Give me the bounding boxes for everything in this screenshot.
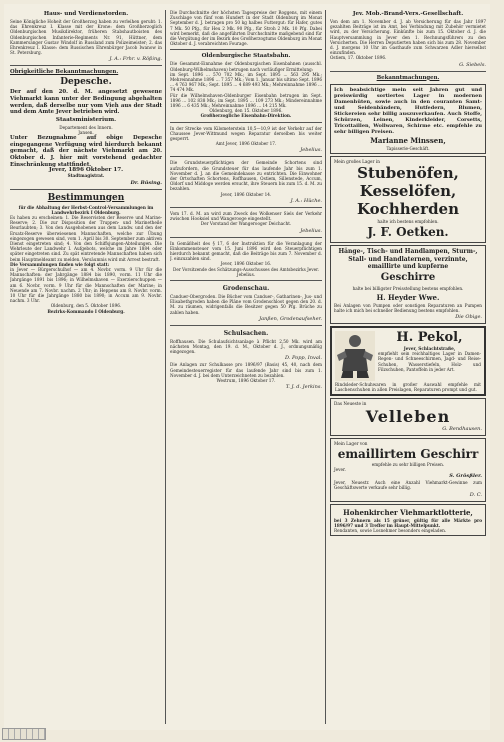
article-title: Grodenschau. [222, 284, 270, 292]
ad-name: H. Pekol, [396, 330, 463, 346]
ad-pekol [330, 326, 486, 396]
article-title: Haus- und Verdienstorden. [43, 11, 129, 17]
ad-body: Rendanten, sowie Losnehmer besonders eingeladen. [334, 528, 447, 534]
ad-role: Tapisserie-Geschäft. [386, 145, 430, 151]
article-road [170, 126, 322, 154]
article-title: Jev. Mob.-Brand-Vers.-Gesellschaft. [352, 11, 464, 17]
ad-sub: Jever, Schlachtstraße, [403, 346, 456, 352]
signature: D. Popp, Inval. [285, 355, 322, 362]
ad-body: halte bei billigster Preisstellung bestens empfohlen. [352, 286, 464, 292]
section-heading: Obrigkeitliche Bekanntmachungen. [10, 69, 119, 76]
place-date: Jever, 1896 Oktober 14. [220, 191, 272, 197]
article-subtitle: für die Abhaltung der Herbst-Control-Versammlungen im Landwehrbezirk I Oldenburg. [18, 204, 154, 215]
article-body: Die Anlagen zur Schulkasse pro 1896/97 (Basis) 45, 40, nach dem Gemeindesteuerregister für das laufende Jahr sind bis zum 1. November d. J. bei dem Unterzeichneten zu bezahlen. [170, 362, 322, 378]
ad-body: Bei Anlagen von Pumpen oder sonstigen Reparaturen an Pumpen halte ich mich bei schneller Bedienung bestens empfohlen. [334, 302, 482, 313]
article-body: Vom 17. d. M. an wird zum Zweck des Wolkenser Siels der Verkehr zwischen Hooksiel und Wangerooge eingestellt. [170, 210, 322, 222]
section-heading: Bekanntmachungen. [376, 74, 440, 81]
newspaper-page [4, 4, 490, 730]
issuer: Der Vorstand der Wangerooger Deichacht. [200, 221, 292, 227]
article-title: Schulsachen. [223, 329, 269, 337]
ad-body: Jever, Neuestr. Auch eine Anzahl Viehmarkt-Gewinne zum Geschäftswerte verkaufe sehr billig. [334, 480, 482, 491]
place-date: Jever. [334, 467, 346, 473]
office: Stadtmagistrat. [67, 173, 105, 179]
column-2 [170, 10, 322, 726]
signature: J. A.: Frhr. v. Rößing. [109, 56, 162, 63]
ad-groessler [330, 438, 486, 502]
revenue-rows: im Sept. 1896 ... 570 702 Mk.; im Sept. 1895 ... 563 295 Mk.; Mehreinnahme 1896 ... 7 357 Mk.; Vom 1. Januar bis ultimo Sept. 1896 ... 4 763 967 Mk.; Sept. 1895 ... 4 689 493 Mk.; Mehreinnahme 1896 ... 74 474 Mk. [170, 71, 322, 93]
ad-headline: Geschirre [380, 272, 436, 284]
signature: T. J. d. Jerkins. [285, 384, 322, 391]
article-school [170, 329, 322, 390]
article-prices [170, 10, 322, 46]
signature: Bezirks-Kommando I Oldenburg. [47, 308, 125, 314]
ad-body: Ich beabsichtige mein seit Jahren gut und preiswürdig sortiertes Lager in modernen Damenhüten, sowie auch in den couranten Samt- und Seidenbändern, Hutfedern, Blumen, Stickereien sehr billig auszuverkaufen. Auch Stoffe, Schürzen, Leinen, Kinderkleider, Corsetts, Tricottaillen, Wollwaren, Schirme etc. empfehle zu sehr billigen Preisen. [334, 86, 482, 135]
ad-body: Hänge-, Tisch- und Handlampen, Sturm-, Stall- und Handlaternen, verzinnte, emaillirte und kupferne [338, 248, 478, 271]
ad-bendhausen [330, 398, 486, 435]
divider [170, 280, 322, 281]
list-title: Die Versammlungen finden wie folgt statt: [10, 261, 110, 267]
article-income-tax [170, 241, 322, 277]
column-3 [330, 10, 486, 726]
ad-name: Marianne Minssen, [370, 135, 446, 145]
divider [10, 189, 162, 190]
article-title: Bestimmungen [47, 192, 125, 203]
shoemaker-illustration [335, 331, 375, 381]
ad-minssen [330, 84, 486, 154]
signature: J. A.: Hüche. [290, 197, 322, 204]
article-body: Der auf den 20. d. M. angesetzt gewesene Viehmarkt kann unter der Bedingung abgehalten werden, daß derselbe nur vom Vieh aus der Stadt und dem Amte Jever betrieben wird. [10, 89, 162, 116]
ad-body: halte ich bestens empfohlen. [377, 219, 439, 225]
article-body: Unter Bezugnahme auf obige Depesche eingegangene Verfügung wird hierdurch bekannt gemacht, daß der nächste Viehmarkt am 20. Oktober d. J. hier mit vorstehend gedachter Einschränkung stattfindet. [10, 135, 162, 168]
ad-name: J. F. Oetken. [367, 225, 449, 240]
ad-headline: Velleben [365, 406, 451, 426]
ad-oetken [330, 156, 486, 243]
divider [170, 49, 322, 50]
ad-body: empfiehlt sein reichhaltiges Lager in Damen-Regen- und Schneeschirmen, Jagd- und Reise-Schuhen, Wasserstiefeln, Holz- und Filzschuhen, Pantoffeln in jeder Art. [378, 351, 481, 372]
signature: G. Siebels. [459, 61, 486, 68]
article-insurance [330, 11, 486, 68]
signature: G. Bendhausen. [442, 425, 482, 432]
article-body: Es haben zu erscheinen: 1. Die Reservisten der Reserve und Marine-Reserve; 2. Die zur Disposition der Truppen- und Marinetheile Beurlaubten; 3. Von den Ausgehobenen aus dem Landw. und den der Ersatz-Reserve überwiesenen Mannschaften, welche zur Übung eingezogen gewesen sind, vom 1. April bis 30. September zum aktiven Dienst eingetreten sind; 4. Von den Schiffsjungen-Abteilungen. Die Wehrleute der Landwehr I. Aufgebots, welche im Jahre 1884 oder später eingetreten sind. Zu spät eintretende Mannschaften haben sich beim Hauptmeldeamt zu melden. Versäumnis wird mit Arrest bestraft. [10, 214, 162, 262]
ad-headline: Kesselöfen, [359, 182, 457, 201]
divider [330, 71, 486, 72]
article-siel [170, 211, 322, 234]
ad-intro: Mein Lager von [334, 440, 368, 446]
article-body: Roffhausen. Die Schulaufsichtsanlage à Pflicht 2,50 Mk. wird am nächsten Montag, den 19. d. M., Oktober d. J., ordnungsmäßig eingezogen. [170, 338, 322, 355]
signature: Jebelius. [300, 227, 322, 234]
signature: D. C. [469, 491, 482, 498]
divider [170, 122, 322, 123]
ad-headline: Stubenöfen, [357, 164, 459, 183]
article-orders [10, 11, 162, 62]
ad-name: H. Heyder Wwe. [376, 292, 440, 302]
article-body: Von dem am 1. November d. J. ab Versicherung für das Jahr 1897 gezahlten Beiträge ist im Amt, bei Verbindung mit Zubehör vermietet wird, zu der Versicherung. Einkünfte bis zum 15. Oktober d. J. die Hauptversammlung in Jever den 1. Rechnungsführers zu den Versicherten. Die Herren Deputierten haben sich bis zum 28. November d. J. morgens 10 Uhr im Gasthaufe zum Schwarzen Adler hierselbst einzufinden. [330, 19, 486, 56]
ad-headline: Kochherden [356, 200, 460, 219]
place-date: Oldenburg, den 15. Oktober 1896. [209, 108, 283, 114]
article-body: Seine Königliche Hoheit der Großherzog haben zu verleihen geruht: 1. das Ehrenkreuz I. Klasse mit der Krone: dem Großherzoglich Oldenburgischen Musikdirektor, früheren Stabshautboisten des Oldenburgischen Infanterie-Regiments Nr. 91, Hüttner, dem Kammersänger Gustav Windolf in Russland zum Polizeimeister; 2. das Ehrenkreuz I. Klasse: dem Russischen Ehrenbürger Jacob Iwanow in St. Petersburg. [10, 19, 162, 56]
article-body: Für die Wilhelmshaven-Oldenburger Eisenbahn betrugen im Sept. 1896 ... 102 838 Mk.; im Sept. 1895 ... 109 273 Mk.; Mindereinnahme 1896 ... 6 435 Mk.; Mehreinnahme 1896 ... 14 215 Mk. [170, 92, 322, 109]
ad-body: empfehle zu sehr billigen Preisen. [371, 461, 445, 467]
article-body: In Gemäßheit des § 17, 6 der Instruktion für die Veranlagung der Einkommensteuer vom 15. Juni 1896 wird den Steuerpflichtigen hierdurch bekannt gemacht, daß die Beiträge bis zum 7. November d. J. einzuzahlen sind. [170, 240, 322, 262]
ad-heyder [330, 245, 486, 324]
ad-body: Rindsleder-Schuhwaren in großer Auswahl empfehle mit Laschenschuhen in allen Preislagen, Reparaturen prompt und gut. [335, 382, 481, 393]
place-date: Amt Jever, 1896 Oktober 17. [215, 141, 277, 147]
issuer: Staatsministerium. [55, 116, 117, 123]
divider [170, 156, 322, 157]
article-depesche [10, 77, 162, 185]
column-1 [10, 10, 162, 726]
article-body: In der Strecke vom Kilometerstein 10,5—10,9 ist der Verkehr auf der Chaussee Jever-Wittmund wegen Reparatur derselben bis weiter gesperrt. [170, 125, 322, 142]
ad-intro: Das Neueste in [334, 401, 367, 407]
article-railway [170, 53, 322, 118]
article-body: Canduer-Obergroden. Die Bücher vom Canduer-, Gatharinen-, Jus- und Elisabethgroden haben die Pläne vom Grodenschloot gegen den 20. d. M. zu räumen, widrigenfalls die Besitzer gegen 50 Pfg. Brüche zu zahlen haben. [170, 293, 322, 315]
place-date: Jever, 1896 Oktober 16. [220, 261, 272, 267]
place-date: Westrum, 1896 Oktober 17. [216, 377, 276, 383]
article-control [10, 193, 162, 314]
divider [170, 325, 322, 326]
column-rule [165, 10, 166, 724]
issuer-dept: Departement des Innern. [59, 124, 113, 130]
signature: Die Obige. [455, 314, 482, 321]
article-title: Oldenburgische Staatsbahn. [201, 53, 291, 60]
divider [170, 207, 322, 208]
ad-intro: Mein großes Lager in [334, 158, 380, 164]
ad-headline: Hohenkircher Viehmarktlotterie, [343, 507, 473, 517]
article-groden [170, 284, 322, 322]
article-body: Die Durchschnitte der höchsten Tagespreise der Roggens, mit einem Zuschlage von fünf vom Hundert in der Stadt Oldenburg im Monat September d. J. betragen pro 50 kg halbes Futtergut: für Hafer, gutes 7 Mk. 50 Pfg., für Heu 2 Mk. 90 Pfg., für Stroh 2 Mk. 10 Pfg. Dabei wird bemerkt, daß die angeführten Durchschnitte maßgebend sind für die Vergütung der im Bezirk des Großherzogtums Oldenburg im Monat Oktober d. J. verabreichten Fourage. [170, 10, 322, 47]
divider [170, 237, 322, 238]
place-date: Ostiem, 17. Oktober 1896. [330, 55, 387, 61]
column-rule [325, 10, 326, 724]
signature: Janßen, Grodenaufseher. [259, 315, 322, 322]
article-body: in Jever — Bürgerschulhof — am 4. Novbr. vorm. 9 Uhr für die Mannschaften: der Jahrgänge 1884 bis 1890, vorm. 11 Uhr die Jahrgänge 1891 bis 1896; in Wilhelmshaven — Exerzierschuppen — am 6. Novbr. vorm. 9 Uhr für die Mannschaften der Marine; in Neuende am 7. Novbr. nachm. 2 Uhr; in Heppens am 8. Novbr. vorm. 10 Uhr für die Jahrgänge 1880 bis 1890; in Accum am 9. Novbr. nachm. 3 Uhr. [10, 267, 162, 304]
issuer-name: Jansen. [78, 130, 94, 135]
article-body: Die Gesammt-Einnahme der Oldenburgischen Eisenbahnen (ausschl. Oldenburg-Wilhelmshaven) betrugen nach vorläufiger Ermittelung: [170, 61, 322, 72]
article-title: Depesche. [60, 77, 112, 88]
ad-lottery [330, 504, 486, 537]
signature: Großherzogliche Eisenbahn-Direktion. [200, 113, 292, 119]
signature: Dr. Büsing. [130, 179, 162, 186]
ad-name: S. Grösßler. [449, 473, 482, 480]
place-date: Oldenburg, den 5. Oktober 1896. [50, 303, 122, 309]
signature: Der Vorsitzende des Schätzungs-Ausschusses des Amtsbezirks Jever. Jebelius. [172, 266, 320, 277]
scan-ruler [2, 728, 46, 740]
divider [10, 65, 162, 66]
ad-headline: emaillirtem Geschirr [337, 446, 479, 461]
signature: Jebelius. [300, 147, 322, 154]
place-date: Jever, 1896 Oktober 17. [48, 167, 124, 174]
article-tax [170, 160, 322, 203]
ad-body: bei 3 Zehnern als 15 grüner, gültig für alle Märkte pro 1896/97 und 3 Treffer im Haupt-Mittelpunkt. [334, 517, 482, 528]
article-body: Die Grundsteuerpflichtigen der Gemeinde Schortens sind aufzufordern, die Grundsteuer für das laufende Jahr bis zum 1. November d. J. an die Gemeindekasse zu entrichten. Die Einwohner der Ortschaften Schortens, Roffhausen, Ostiem, Sillenstede, Accum, Oldorf und Middoge werden ersucht, ihre Steuern bis zum 15. d. M. zu bezahlen. [170, 160, 322, 192]
